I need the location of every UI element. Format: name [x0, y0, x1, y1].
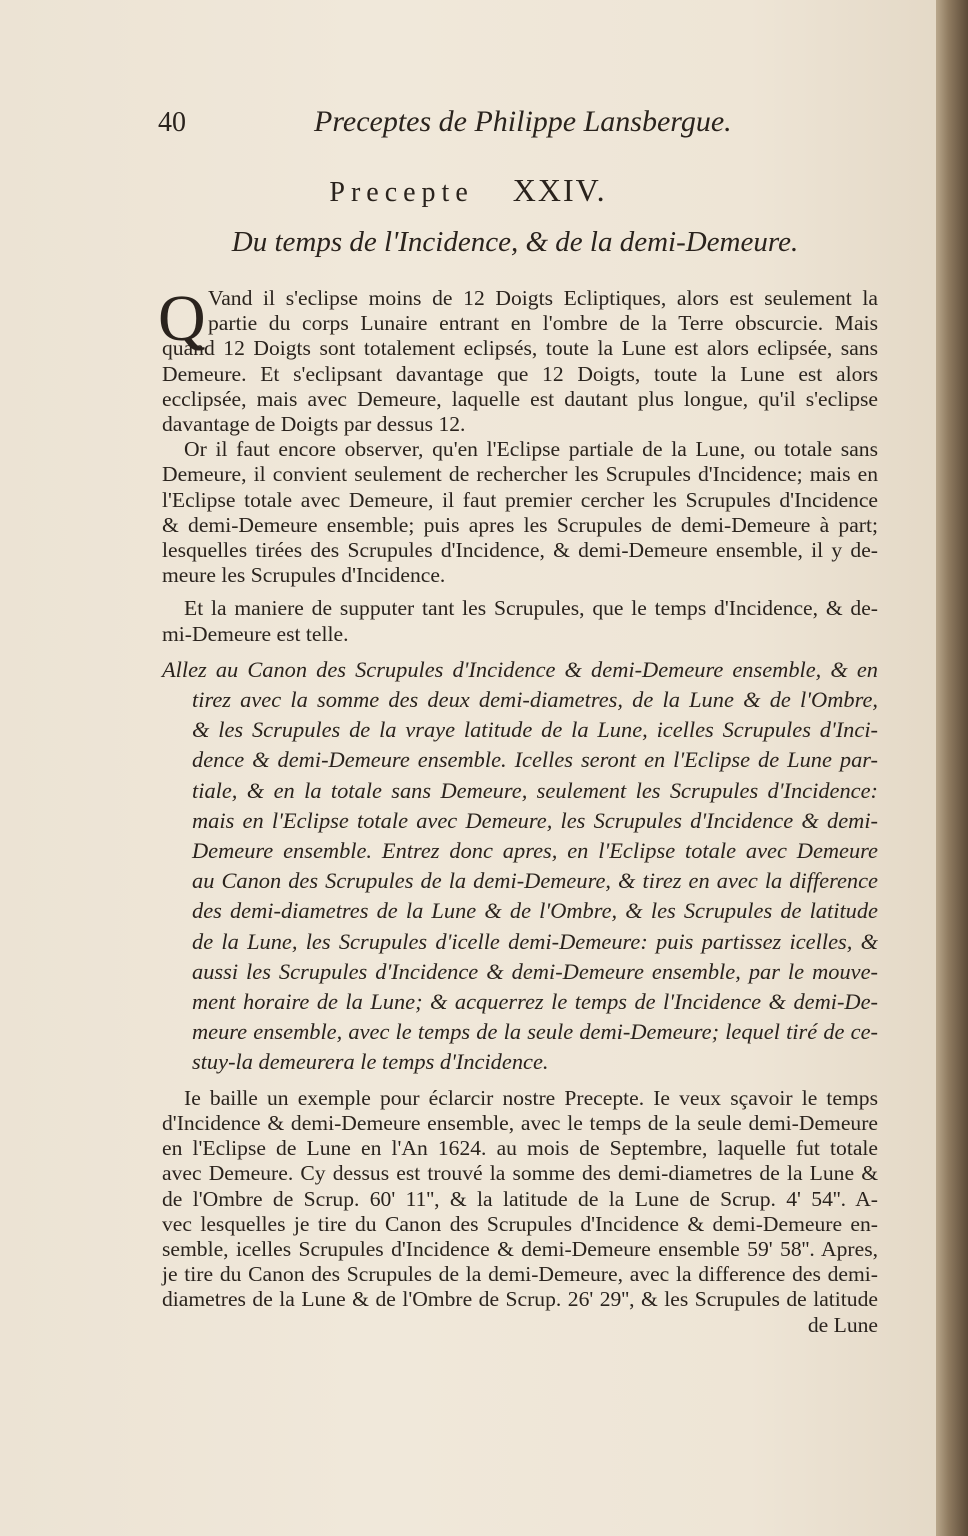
paragraph-4	[162, 1086, 878, 1338]
text-line: & les Scrupules de la vraye latitude de la Lune, icelles Scrupules d'Inci-	[192, 717, 878, 743]
text-line: en l'Eclipse de Lune en l'An 1624. au mois de Septembre, laquelle fut totale	[162, 1136, 878, 1161]
precepte-subtitle: Du temps de l'Incidence, & de la demi-Demeure.	[231, 226, 799, 258]
text-line: avec Demeure. Cy dessus est trouvé la somme des demi-diametres de la Lune &	[162, 1161, 878, 1186]
text-line: mi-Demeure est telle.	[162, 621, 349, 646]
paragraph-3	[162, 596, 878, 646]
text-line: de l'Ombre de Scrup. 60' 11'', & la latitude de la Lune de Scrup. 4' 54''. A-	[162, 1186, 878, 1211]
text-line: diametres de la Lune & de l'Ombre de Scrup. 26' 29'', & les Scrupules de latitude	[162, 1287, 878, 1312]
text-line: Ie baille un exemple pour éclarcir nostre Precepte. Ie veux sçavoir le temps	[184, 1085, 878, 1110]
text-line: vec lesquelles je tire du Canon des Scrupules d'Incidence & demi-Demeure en-	[162, 1211, 878, 1236]
text-line: ment horaire de la Lune; & acquerrez le temps de l'Incidence & demi-De-	[192, 989, 878, 1015]
text-line: Allez au Canon des Scrupules d'Incidence & demi-Demeure ensemble, & en	[162, 656, 878, 682]
text-line: quand 12 Doigts sont totalement eclipsés, toute la Lune est alors eclipsée, sans	[162, 336, 878, 361]
rule-italic	[162, 655, 878, 1078]
text-line: meure ensemble, avec le temps de la seule demi-Demeure; lequel tiré de ce-	[192, 1019, 878, 1045]
text-line: au Canon des Scrupules de la demi-Demeure, & tirez en avec la difference	[192, 868, 878, 894]
text-line: partie du corps Lunaire entrant en l'ombre de la Terre obscurcie. Mais	[208, 311, 878, 336]
precepte-number: XXIV.	[512, 172, 607, 208]
text-line: dence & demi-Demeure ensemble. Icelles seront en l'Eclipse de Lune par-	[192, 747, 878, 773]
text-line: Vand il s'eclipse moins de 12 Doigts Ecliptiques, alors est seulement la	[208, 286, 878, 310]
running-title: Preceptes de Philippe Lansbergue.	[314, 105, 732, 138]
text-line: d'Incidence & demi-Demeure ensemble, avec le temps de la seule demi-Demeure	[162, 1110, 878, 1135]
text-line: Or il faut encore observer, qu'en l'Eclipse partiale de la Lune, ou totale sans	[184, 437, 878, 462]
drop-cap: Q	[158, 282, 206, 355]
body-text	[158, 282, 878, 1338]
text-line: aussi les Scrupules d'Incidence & demi-Demeure ensemble, par le mouve-	[192, 958, 878, 984]
text-line: Et la maniere de supputer tant les Scrupules, que le temps d'Incidence, & de-	[184, 596, 878, 621]
text-line: semble, icelles Scrupules d'Incidence & demi-Demeure ensemble 59' 58''. Apres,	[162, 1236, 878, 1261]
paragraph-1	[158, 282, 878, 437]
paragraph-2	[162, 437, 878, 588]
text-line: mais en l'Eclipse totale avec Demeure, les Scrupules d'Incidence & demi-	[192, 807, 878, 833]
precepte-label: Precepte	[329, 177, 474, 208]
page-header	[158, 105, 898, 145]
text-line: tiale, & en la totale sans Demeure, seulement les Scrupules d'Incidence:	[192, 777, 878, 803]
text-line: davantage de Doigts par dessus 12.	[162, 412, 466, 437]
text-line: stuy-la demeurera le temps d'Incidence.	[192, 1049, 549, 1075]
text-line: meure les Scrupules d'Incidence.	[162, 563, 446, 588]
text-line: je tire du Canon des Scrupules de la demi-Demeure, avec la difference des demi-	[162, 1262, 878, 1287]
text-line: Demeure, il convient seulement de rechercher les Scrupules d'Incidence; mais en	[162, 462, 878, 487]
page-number: 40	[158, 107, 186, 138]
text-line: des demi-diametres de la Lune & de l'Ombre, & les Scrupules de latitude	[192, 898, 878, 924]
text-line: Demeure. Et s'eclipsant davantage que 12 Doigts, toute la Lune est alors	[162, 361, 878, 386]
text-line: ecclipsée, mais avec Demeure, laquelle est dautant plus longue, qu'il s'eclipse	[162, 386, 878, 411]
text-line: lesquelles tirées des Scrupules d'Incidence, & demi-Demeure ensemble, il y de-	[162, 538, 878, 563]
text-line: de la Lune, les Scrupules d'icelle demi-Demeure: puis partissez icelles, &	[192, 928, 878, 954]
text-line: tirez avec la somme des deux demi-diametres, de la Lune & de l'Ombre,	[192, 687, 878, 713]
text-line: Demeure ensemble. Entrez donc apres, en l'Eclipse totale avec Demeure	[192, 838, 878, 864]
book-edge	[936, 0, 968, 1536]
text-line: l'Eclipse totale avec Demeure, il faut premier cercher les Scrupules d'Incidence	[162, 487, 878, 512]
precepte-heading	[0, 172, 936, 209]
text-line: & demi-Demeure ensemble; puis apres les Scrupules de demi-Demeure à part;	[162, 512, 878, 537]
catchword: de Lune	[807, 1312, 878, 1337]
